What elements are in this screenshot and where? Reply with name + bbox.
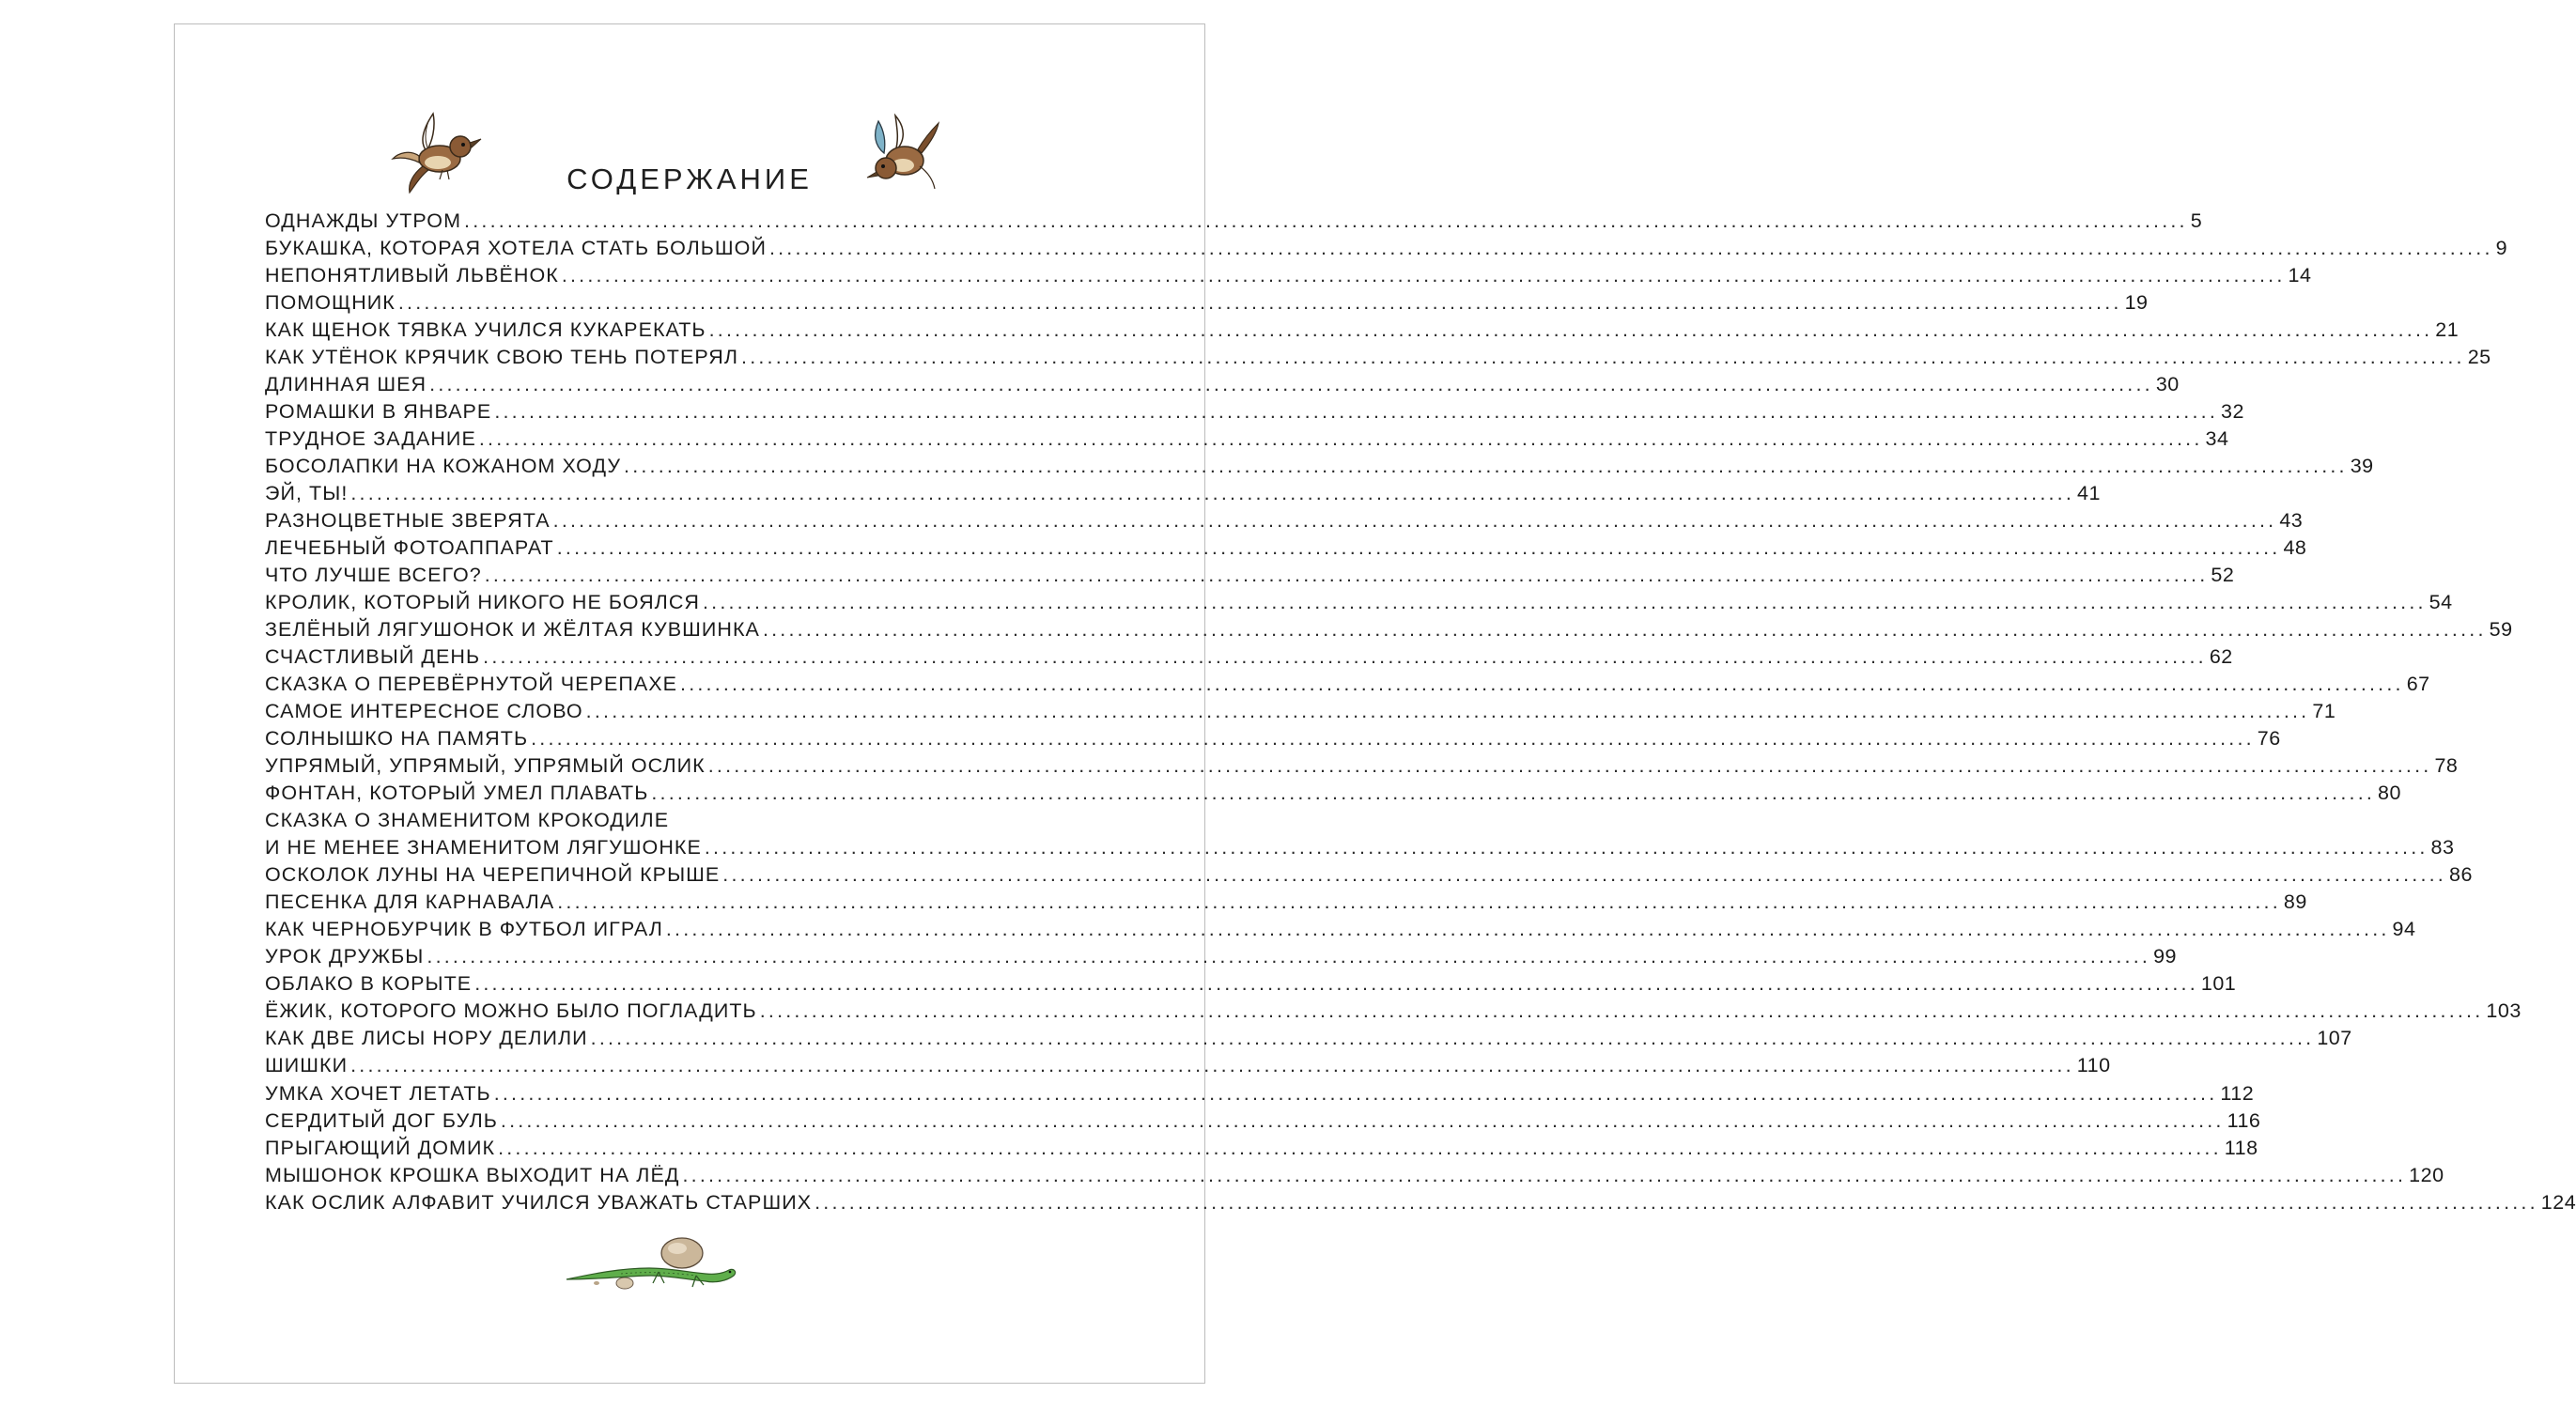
toc-dot-leader: ........................................................................................................................................................................................................ xyxy=(350,1054,2074,1077)
toc-entry xyxy=(265,562,2235,589)
toc-dot-leader: ........................................................................................................................................................................................................ xyxy=(704,836,2429,859)
toc-entry-title: УПРЯМЫЙ, УПРЯМЫЙ, УПРЯМЫЙ ОСЛИК xyxy=(265,754,706,778)
lizard-illustration xyxy=(565,1225,762,1300)
toc-entry xyxy=(265,725,2281,752)
table-of-contents xyxy=(265,208,2576,1216)
toc-dot-leader: ........................................................................................................................................................................................................ xyxy=(556,536,2281,560)
toc-dot-leader: ........................................................................................................................................................................................................ xyxy=(759,999,2484,1023)
toc-entry-title: УМКА ХОЧЕТ ЛЕТАТЬ xyxy=(265,1081,491,1105)
toc-page-number: 25 xyxy=(2467,346,2491,369)
toc-dot-leader: ........................................................................................................................................................................................................ xyxy=(478,427,2203,451)
toc-dot-leader: ........................................................................................................................................................................................................ xyxy=(498,1136,2222,1159)
toc-dot-leader: ........................................................................................................................................................................................................ xyxy=(552,509,2277,533)
toc-page-number: 107 xyxy=(2317,1027,2352,1050)
toc-page-number: 120 xyxy=(2409,1163,2444,1186)
toc-entry xyxy=(265,998,2522,1025)
toc-entry xyxy=(265,208,2203,235)
toc-dot-leader: ........................................................................................................................................................................................................ xyxy=(429,373,2153,396)
toc-entry xyxy=(265,453,2374,480)
toc-entry-title: ЛЕЧЕБНЫЙ ФОТОАППАРАТ xyxy=(265,536,554,560)
toc-dot-leader: ........................................................................................................................................................................................................ xyxy=(741,346,2465,369)
toc-page-number: 86 xyxy=(2448,863,2473,887)
toc-entry xyxy=(265,507,2304,534)
toc-entry-title: СЕРДИТЫЙ ДОГ БУЛЬ xyxy=(265,1108,498,1132)
toc-page-number: 89 xyxy=(2283,890,2307,914)
toc-page-number: 5 xyxy=(2190,209,2203,232)
toc-entry xyxy=(265,371,2180,398)
toc-dot-leader: ........................................................................................................................................................................................................ xyxy=(665,918,2390,941)
toc-entry xyxy=(265,970,2237,998)
toc-entry-title: КАК ЧЕРНОБУРЧИК В ФУТБОЛ ИГРАЛ xyxy=(265,918,663,941)
toc-entry-title: ПОМОЩНИК xyxy=(265,291,396,315)
toc-page-number: 116 xyxy=(2227,1108,2261,1132)
book-page xyxy=(174,23,2576,1384)
toc-entry-title: ЁЖИК, КОТОРОГО МОЖНО БЫЛО ПОГЛАДИТЬ xyxy=(265,999,757,1023)
toc-entry-title: ОСКОЛОК ЛУНЫ НА ЧЕРЕПИЧНОЙ КРЫШЕ xyxy=(265,863,721,887)
toc-entry xyxy=(265,671,2430,698)
toc-entry xyxy=(265,1107,2261,1135)
toc-entry-title: ТРУДНОЕ ЗАДАНИЕ xyxy=(265,427,476,451)
toc-page-number: 110 xyxy=(2076,1054,2111,1077)
toc-dot-leader: ........................................................................................................................................................................................................ xyxy=(350,482,2075,505)
toc-page-number: 34 xyxy=(2205,427,2229,451)
toc-dot-leader: ........................................................................................................................................................................................................ xyxy=(624,455,2348,478)
toc-entry xyxy=(265,344,2491,371)
toc-dot-leader: ........................................................................................................................................................................................................ xyxy=(702,591,2427,614)
toc-entry xyxy=(265,807,1082,834)
toc-page-number: 43 xyxy=(2279,509,2304,533)
toc-entry-title: СЧАСТЛИВЫЙ ДЕНЬ xyxy=(265,645,481,669)
toc-dot-leader: ........................................................................................................................................................................................................ xyxy=(557,890,2281,914)
toc-page-number: 101 xyxy=(2200,972,2237,996)
toc-dot-leader: ........................................................................................................................................................................................................ xyxy=(397,291,2122,315)
toc-dot-leader: ........................................................................................................................................................................................................ xyxy=(531,727,2255,751)
toc-page-number: 71 xyxy=(2312,700,2336,723)
toc-entry xyxy=(265,780,2401,807)
toc-entry xyxy=(265,943,2177,970)
toc-entry-title: ОБЛАКО В КОРЫТЕ xyxy=(265,972,473,996)
toc-entry xyxy=(265,262,2312,289)
toc-entry xyxy=(265,534,2307,562)
toc-dot-leader: ........................................................................................................................................................................................................ xyxy=(494,400,2218,424)
toc-dot-leader: ........................................................................................................................................................................................................ xyxy=(707,754,2432,778)
toc-entry xyxy=(265,698,2336,725)
toc-dot-leader: ........................................................................................................................................................................................................ xyxy=(682,1163,2407,1186)
toc-entry xyxy=(265,426,2229,453)
toc-entry xyxy=(265,889,2307,916)
toc-entry-title: КРОЛИК, КОТОРЫЙ НИКОГО НЕ БОЯЛСЯ xyxy=(265,591,700,614)
toc-page-number: 30 xyxy=(2155,373,2180,396)
toc-entry-title: РАЗНОЦВЕТНЫЕ ЗВЕРЯТА xyxy=(265,509,551,533)
toc-entry-title: ФОНТАН, КОТОРЫЙ УМЕЛ ПЛАВАТЬ xyxy=(265,782,649,805)
toc-page-number: 76 xyxy=(2257,727,2281,751)
toc-page-number: 67 xyxy=(2406,673,2430,696)
toc-dot-leader: ........................................................................................................................................................................................................ xyxy=(464,209,2188,232)
toc-entry-title: УРОК ДРУЖБЫ xyxy=(265,945,425,968)
toc-entry-title: МЫШОНОК КРОШКА ВЫХОДИТ НА ЛЁД xyxy=(265,1163,680,1186)
toc-dot-leader: ........................................................................................................................................................................................................ xyxy=(651,782,2376,805)
toc-entry xyxy=(265,1052,2111,1079)
toc-entry-title: ПРЫГАЮЩИЙ ДОМИК xyxy=(265,1136,496,1159)
toc-page-number: 9 xyxy=(2495,237,2508,260)
toc-entry xyxy=(265,643,2233,671)
toc-entry-title: САМОЕ ИНТЕРЕСНОЕ СЛОВО xyxy=(265,700,583,723)
toc-page-number: 41 xyxy=(2077,482,2101,505)
toc-page-number: 19 xyxy=(2124,291,2149,315)
toc-entry xyxy=(265,235,2508,262)
toc-dot-leader: ........................................................................................................................................................................................................ xyxy=(585,700,2310,723)
toc-page-number: 124 xyxy=(2540,1190,2576,1214)
toc-dot-leader: ........................................................................................................................................................................................................ xyxy=(474,972,2198,996)
toc-page-number: 78 xyxy=(2434,754,2459,778)
toc-dot-leader: ........................................................................................................................................................................................................ xyxy=(590,1027,2315,1050)
toc-dot-leader: ........................................................................................................................................................................................................ xyxy=(483,645,2207,669)
toc-entry xyxy=(265,480,2101,507)
toc-page-number: 39 xyxy=(2350,455,2374,478)
toc-entry xyxy=(265,916,2416,943)
toc-entry-title: И НЕ МЕНЕЕ ЗНАМЕНИТОМ ЛЯГУШОНКЕ xyxy=(265,836,702,859)
toc-page-number: 62 xyxy=(2209,645,2233,669)
toc-entry-title: БУКАШКА, КОТОРАЯ ХОТЕЛА СТАТЬ БОЛЬШОЙ xyxy=(265,237,767,260)
toc-entry-title: ЭЙ, ТЫ! xyxy=(265,482,349,505)
toc-dot-leader: ........................................................................................................................................................................................................ xyxy=(722,863,2446,887)
toc-page-number: 99 xyxy=(2153,945,2177,968)
toc-entry xyxy=(265,317,2460,344)
toc-entry-title: ОДНАЖДЫ УТРОМ xyxy=(265,209,462,232)
toc-entry xyxy=(265,1025,2352,1052)
toc-entry xyxy=(265,1189,2576,1216)
toc-entry-title: НЕПОНЯТЛИВЫЙ ЛЬВЁНОК xyxy=(265,264,559,287)
toc-dot-leader: ........................................................................................................................................................................................................ xyxy=(561,264,2286,287)
toc-entry-title: РОМАШКИ В ЯНВАРЕ xyxy=(265,400,492,424)
toc-entry xyxy=(265,616,2513,643)
toc-entry xyxy=(265,289,2149,317)
toc-entry xyxy=(265,589,2453,616)
toc-entry-title: СКАЗКА О ЗНАМЕНИТОМ КРОКОДИЛЕ xyxy=(265,809,670,832)
toc-page-number: 52 xyxy=(2211,564,2235,587)
toc-entry-title: КАК ЩЕНОК ТЯВКА УЧИЛСЯ КУКАРЕКАТЬ xyxy=(265,318,706,342)
toc-dot-leader: ........................................................................................................................................................................................................ xyxy=(427,945,2151,968)
toc-dot-leader: ........................................................................................................................................................................................................ xyxy=(680,673,2404,696)
toc-entry-title: КАК ДВЕ ЛИСЫ НОРУ ДЕЛИЛИ xyxy=(265,1027,588,1050)
toc-dot-leader: ........................................................................................................................................................................................................ xyxy=(493,1081,2218,1105)
contents-heading: СОДЕРЖАНИЕ xyxy=(566,163,813,195)
toc-entry xyxy=(265,1080,2255,1107)
toc-entry xyxy=(265,861,2473,889)
toc-dot-leader: ........................................................................................................................................................................................................ xyxy=(768,237,2493,260)
toc-dot-leader: ........................................................................................................................................................................................................ xyxy=(762,618,2487,642)
toc-entry-title: БОСОЛАПКИ НА КОЖАНОМ ХОДУ xyxy=(265,455,622,478)
toc-page-number: 83 xyxy=(2430,836,2455,859)
toc-page-number: 48 xyxy=(2283,536,2307,560)
toc-entry xyxy=(265,398,2244,426)
toc-page-number: 103 xyxy=(2486,999,2522,1023)
toc-page-number: 94 xyxy=(2392,918,2416,941)
toc-dot-leader: ........................................................................................................................................................................................................ xyxy=(708,318,2433,342)
toc-entry xyxy=(265,1162,2444,1189)
toc-entry-title: КАК ОСЛИК АЛФАВИТ УЧИЛСЯ УВАЖАТЬ СТАРШИХ xyxy=(265,1190,813,1214)
toc-page-number: 80 xyxy=(2378,782,2401,805)
toc-entry xyxy=(265,752,2459,780)
toc-entry-title: ЧТО ЛУЧШЕ ВСЕГО? xyxy=(265,564,482,587)
toc-dot-leader: ........................................................................................................................................................................................................ xyxy=(484,564,2209,587)
toc-entry-title: СОЛНЫШКО НА ПАМЯТЬ xyxy=(265,727,529,751)
toc-page-number: 21 xyxy=(2435,318,2460,342)
toc-page-number: 32 xyxy=(2221,400,2244,424)
toc-entry-title: ЗЕЛЁНЫЙ ЛЯГУШОНОК И ЖЁЛТАЯ КУВШИНКА xyxy=(265,618,760,642)
toc-page-number: 54 xyxy=(2429,591,2453,614)
toc-dot-leader: ........................................................................................................................................................................................................ xyxy=(500,1108,2225,1132)
toc-entry-title: ПЕСЕНКА ДЛЯ КАРНАВАЛА xyxy=(265,890,555,914)
toc-page-number: 112 xyxy=(2220,1081,2255,1105)
toc-entry-title: КАК УТЁНОК КРЯЧИК СВОЮ ТЕНЬ ПОТЕРЯЛ xyxy=(265,346,739,369)
toc-page-number: 118 xyxy=(2224,1136,2258,1159)
toc-page-number: 59 xyxy=(2489,618,2513,642)
toc-page-number: 14 xyxy=(2288,264,2312,287)
toc-entry-title: ДЛИННАЯ ШЕЯ xyxy=(265,373,427,396)
toc-dot-leader: ........................................................................................................................................................................................................ xyxy=(815,1190,2538,1214)
toc-entry xyxy=(265,834,2455,861)
toc-entry-title: ШИШКИ xyxy=(265,1054,349,1077)
toc-entry xyxy=(265,1135,2258,1162)
toc-entry-title: СКАЗКА О ПЕРЕВЁРНУТОЙ ЧЕРЕПАХЕ xyxy=(265,673,678,696)
